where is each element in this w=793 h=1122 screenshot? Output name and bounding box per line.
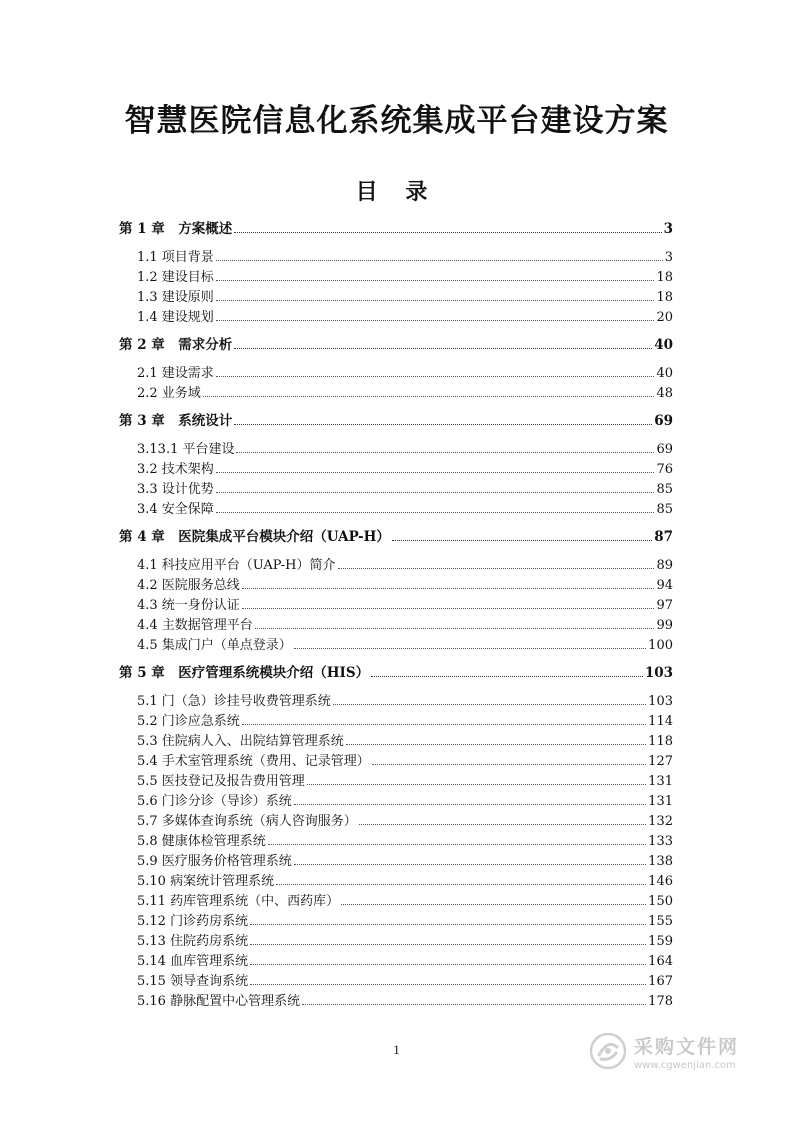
toc-entry-label: 第 2 章 需求分析 xyxy=(119,337,233,353)
toc-section-row[interactable] xyxy=(0,245,793,265)
toc-page-number: 40 xyxy=(654,337,673,353)
toc-entry-label: 第 4 章 医院集成平台模块介绍（UAP-H） xyxy=(119,529,390,545)
toc-dot-leader xyxy=(268,843,646,845)
toc-dot-leader xyxy=(216,299,655,301)
toc-page-number: 3 xyxy=(663,221,673,237)
toc-page-number: 114 xyxy=(648,714,673,729)
toc-section-row[interactable] xyxy=(0,769,793,789)
toc-dot-leader xyxy=(276,883,646,885)
toc-dot-leader xyxy=(341,903,646,905)
toc-entry-label: 4.1 科技应用平台（UAP-H）简介 xyxy=(137,558,336,573)
page-number: 1 xyxy=(393,1042,400,1057)
toc-entry-label: 5.13 住院药房系统 xyxy=(137,934,249,949)
toc-section-row[interactable] xyxy=(0,929,793,949)
toc-section-row[interactable] xyxy=(0,593,793,613)
toc-section-row[interactable] xyxy=(0,285,793,305)
toc-entry-label: 5.15 领导查询系统 xyxy=(137,974,249,989)
toc-dot-leader xyxy=(242,607,655,609)
toc-section-row[interactable] xyxy=(0,849,793,869)
toc-page-number: 48 xyxy=(656,386,673,401)
toc-heading: 目 录 xyxy=(355,179,438,205)
toc-dot-leader xyxy=(216,279,655,281)
toc-dot-leader xyxy=(234,231,661,233)
toc-entry-label: 3.13.1 平台建设 xyxy=(137,442,235,457)
toc-entry-label: 5.10 病案统计管理系统 xyxy=(137,874,275,889)
toc-dot-leader xyxy=(359,823,646,825)
toc-dot-leader xyxy=(372,763,646,765)
toc-dot-leader xyxy=(255,627,655,629)
toc-page-number: 164 xyxy=(648,954,673,969)
toc-dot-leader xyxy=(294,647,646,649)
toc-section-row[interactable] xyxy=(0,633,793,653)
toc-entry-label: 4.4 主数据管理平台 xyxy=(137,618,253,633)
toc-page-number: 69 xyxy=(654,413,673,429)
toc-section-row[interactable] xyxy=(0,709,793,729)
toc-page-number: 76 xyxy=(656,462,673,477)
toc-page-number: 20 xyxy=(656,310,673,325)
toc-page-number: 3 xyxy=(664,250,673,265)
toc-entry-label: 第 1 章 方案概述 xyxy=(119,221,233,237)
toc-dot-leader xyxy=(294,863,646,865)
toc-section-row[interactable] xyxy=(0,869,793,889)
toc-page-number: 103 xyxy=(644,665,673,681)
toc-dot-leader xyxy=(250,923,646,925)
toc-dot-leader xyxy=(216,319,655,321)
toc-entry-label: 5.11 药库管理系统（中、西药库） xyxy=(137,894,340,909)
toc-dot-leader xyxy=(250,943,646,945)
toc-section-row[interactable] xyxy=(0,613,793,633)
toc-dot-leader xyxy=(203,395,655,397)
toc-page-number: 89 xyxy=(656,558,673,573)
toc-dot-leader xyxy=(250,983,646,985)
toc-entry-label: 5.6 门诊分诊（导诊）系统 xyxy=(137,794,292,809)
toc-page-number: 150 xyxy=(648,894,673,909)
toc-entry-label: 3.2 技术架构 xyxy=(137,462,214,477)
toc-section-row[interactable] xyxy=(0,729,793,749)
watermark xyxy=(588,1027,758,1075)
toc-dot-leader xyxy=(302,1003,646,1005)
toc-dot-leader xyxy=(234,347,652,349)
toc-chapter-row[interactable] xyxy=(0,409,793,429)
toc-page-number: 146 xyxy=(648,874,673,889)
toc-page-number: 18 xyxy=(656,270,673,285)
toc-section-row[interactable] xyxy=(0,689,793,709)
toc-dot-leader xyxy=(371,675,643,677)
toc-chapter-row[interactable] xyxy=(0,661,793,681)
toc-page-number: 167 xyxy=(648,974,673,989)
toc-section-row[interactable] xyxy=(0,573,793,593)
toc-dot-leader xyxy=(307,783,646,785)
toc-dot-leader xyxy=(242,587,655,589)
toc-dot-leader xyxy=(294,803,646,805)
toc-chapter-row[interactable] xyxy=(0,333,793,353)
toc-section-row[interactable] xyxy=(0,553,793,573)
watermark-name: 采购文件网 xyxy=(634,1035,740,1058)
toc-section-row[interactable] xyxy=(0,477,793,497)
toc-entry-label: 1.2 建设目标 xyxy=(137,270,214,285)
toc-page-number: 40 xyxy=(656,366,673,381)
watermark-url: www.cgwenjian.com xyxy=(634,1059,736,1071)
toc-page-number: 118 xyxy=(648,734,673,749)
toc-entry-label: 4.2 医院服务总线 xyxy=(137,578,240,593)
toc-section-row[interactable] xyxy=(0,909,793,929)
document-title: 智慧医院信息化系统集成平台建设方案 xyxy=(124,103,669,139)
toc-entry-label: 1.3 建设原则 xyxy=(137,290,214,305)
toc-entry-label: 5.12 门诊药房系统 xyxy=(137,914,249,929)
toc-entry-label: 4.5 集成门户（单点登录） xyxy=(137,638,292,653)
toc-page-number: 85 xyxy=(656,502,673,517)
toc-page-number: 94 xyxy=(656,578,673,593)
toc-page-number: 103 xyxy=(648,694,673,709)
toc-section-row[interactable] xyxy=(0,497,793,517)
toc-section-row[interactable] xyxy=(0,969,793,989)
toc-entry-label: 2.2 业务域 xyxy=(137,386,201,401)
toc-dot-leader xyxy=(333,703,646,705)
toc-page-number: 138 xyxy=(648,854,673,869)
toc-chapter-row[interactable] xyxy=(0,217,793,237)
toc-page-number: 131 xyxy=(648,774,673,789)
toc-dot-leader xyxy=(338,567,655,569)
toc-entry-label: 第 5 章 医疗管理系统模块介绍（HIS） xyxy=(119,665,370,681)
toc-entry-label: 1.4 建设规划 xyxy=(137,310,214,325)
toc-entry-label: 3.3 设计优势 xyxy=(137,482,214,497)
toc-page-number: 87 xyxy=(654,529,673,545)
toc-entry-label: 5.4 手术室管理系统（费用、记录管理） xyxy=(137,754,370,769)
toc-entry-label: 2.1 建设需求 xyxy=(137,366,214,381)
toc-page-number: 69 xyxy=(656,442,673,457)
toc-dot-leader xyxy=(242,723,646,725)
toc-chapter-row[interactable] xyxy=(0,525,793,545)
toc-entry-label: 5.8 健康体检管理系统 xyxy=(137,834,266,849)
toc-dot-leader xyxy=(216,491,655,493)
toc-page-number: 99 xyxy=(656,618,673,633)
toc-page-number: 97 xyxy=(656,598,673,613)
toc-entry-label: 5.9 医疗服务价格管理系统 xyxy=(137,854,292,869)
toc-dot-leader xyxy=(216,471,655,473)
cgwenjian-logo-icon xyxy=(588,1031,628,1071)
toc-section-row[interactable] xyxy=(0,949,793,969)
toc-dot-leader xyxy=(216,511,655,513)
toc-entry-label: 3.4 安全保障 xyxy=(137,502,214,517)
toc-section-row[interactable] xyxy=(0,381,793,401)
toc-section-row[interactable] xyxy=(0,457,793,477)
toc-section-row[interactable] xyxy=(0,437,793,457)
toc-section-row[interactable] xyxy=(0,749,793,769)
toc-dot-leader xyxy=(234,423,652,425)
toc-page-number: 133 xyxy=(648,834,673,849)
toc-entry-label: 5.7 多媒体查询系统（病人咨询服务） xyxy=(137,814,357,829)
toc-page-number: 131 xyxy=(648,794,673,809)
toc-entry-label: 5.16 静脉配置中心管理系统 xyxy=(137,994,301,1009)
toc-page-number: 127 xyxy=(648,754,673,769)
toc-section-row[interactable] xyxy=(0,305,793,325)
toc-entry-label: 5.5 医技登记及报告费用管理 xyxy=(137,774,305,789)
toc-section-row[interactable] xyxy=(0,809,793,829)
toc-entry-label: 5.14 血库管理系统 xyxy=(137,954,249,969)
toc-dot-leader xyxy=(216,375,655,377)
toc-page-number: 155 xyxy=(648,914,673,929)
toc-page-number: 178 xyxy=(648,994,673,1009)
toc-entry-label: 5.2 门诊应急系统 xyxy=(137,714,240,729)
toc-page-number: 18 xyxy=(656,290,673,305)
toc-page-number: 132 xyxy=(648,814,673,829)
toc-section-row[interactable] xyxy=(0,889,793,909)
toc-entry-label: 5.1 门（急）诊挂号收费管理系统 xyxy=(137,694,331,709)
toc-entry-label: 4.3 统一身份认证 xyxy=(137,598,240,613)
toc-dot-leader xyxy=(392,539,652,541)
toc-dot-leader xyxy=(236,451,654,453)
toc-section-row[interactable] xyxy=(0,989,793,1009)
toc-entry-label: 1.1 项目背景 xyxy=(137,250,214,265)
toc-page-number: 159 xyxy=(648,934,673,949)
toc-section-row[interactable] xyxy=(0,789,793,809)
toc-dot-leader xyxy=(346,743,646,745)
toc-page-number: 100 xyxy=(648,638,673,653)
toc-section-row[interactable] xyxy=(0,265,793,285)
toc-entry-label: 第 3 章 系统设计 xyxy=(119,413,233,429)
toc-page-number: 85 xyxy=(656,482,673,497)
toc-entry-label: 5.3 住院病人入、出院结算管理系统 xyxy=(137,734,344,749)
toc-section-row[interactable] xyxy=(0,829,793,849)
toc-dot-leader xyxy=(250,963,646,965)
toc-dot-leader xyxy=(216,259,663,261)
toc-section-row[interactable] xyxy=(0,361,793,381)
